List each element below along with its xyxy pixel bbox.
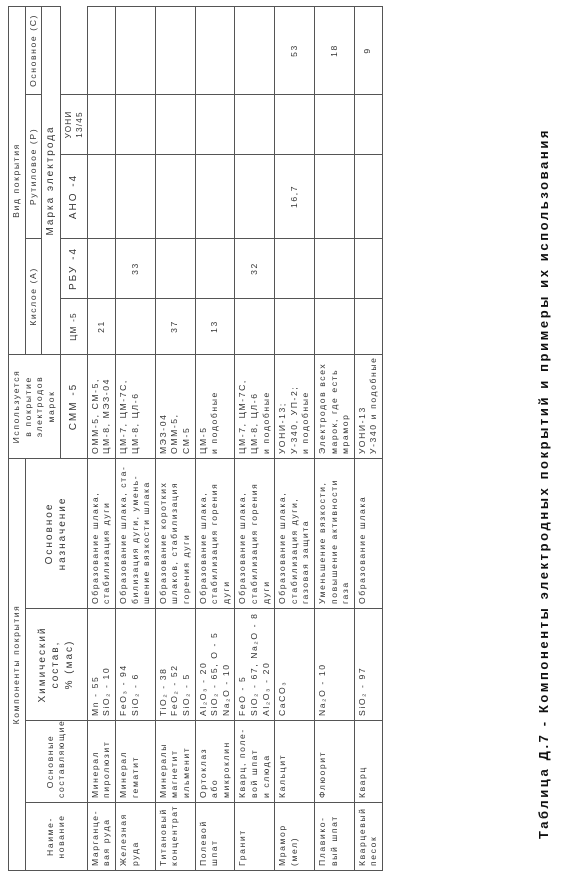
chem-line: FeO₃ - 94 bbox=[118, 664, 128, 716]
used-line: ЦМ-5 bbox=[197, 426, 208, 454]
cell-value bbox=[275, 238, 315, 298]
basic-line: Минерал bbox=[118, 750, 128, 798]
purpose-line: газовая защита bbox=[300, 519, 311, 604]
cell-basic bbox=[354, 721, 382, 803]
cell-value bbox=[314, 154, 354, 238]
table-caption: Таблица Д.7 - Компоненты электродных покрытий и примеры их использования bbox=[536, 127, 551, 839]
cell-chem bbox=[354, 609, 382, 721]
cell-chem bbox=[275, 609, 315, 721]
name-line: руда bbox=[129, 841, 140, 866]
table-row bbox=[155, 6, 195, 870]
cell-value bbox=[314, 298, 354, 354]
cell-value bbox=[195, 94, 235, 154]
chem-line: SiO₂ - 5 bbox=[180, 673, 191, 716]
cell-chem bbox=[195, 609, 235, 721]
purpose-line: Уменьшение вязкости, bbox=[316, 481, 327, 604]
used-line: марок, где есть bbox=[328, 368, 339, 454]
purpose-line: дуги bbox=[260, 580, 271, 604]
basic-line: Кварц, поле- bbox=[237, 728, 248, 798]
cell-basic bbox=[155, 721, 195, 803]
table-row bbox=[275, 6, 315, 870]
basic-line: Минералы bbox=[157, 742, 168, 798]
basic-line: и слюда bbox=[260, 754, 271, 798]
chem-line: SiO₂ - 10 bbox=[101, 666, 112, 716]
cell-used bbox=[87, 354, 115, 458]
used-line: мрамор bbox=[340, 413, 351, 454]
chem-line: SiO₂ - 65, O - 5 bbox=[209, 631, 220, 716]
header-rutile: Рутиловое (Р) bbox=[25, 94, 42, 238]
cell-value bbox=[235, 298, 275, 354]
cell-basic bbox=[275, 721, 315, 803]
table-row bbox=[116, 6, 156, 870]
cell-value bbox=[235, 6, 275, 94]
cell-value bbox=[116, 298, 156, 354]
name-line: Гранит bbox=[237, 829, 248, 866]
cell-value bbox=[87, 94, 115, 154]
cell-value bbox=[235, 154, 275, 238]
cell-chem bbox=[87, 609, 115, 721]
cell-purpose bbox=[354, 458, 382, 608]
name-line: вая руда bbox=[101, 818, 112, 866]
purpose-line: стабилизация горения bbox=[248, 482, 259, 604]
cell-basic bbox=[116, 721, 156, 803]
chem-line: SiO₂ - 6 bbox=[129, 673, 140, 716]
name-line: шпат bbox=[209, 839, 220, 866]
cell-value bbox=[314, 94, 354, 154]
chem-line: SiO₂ - 97 bbox=[356, 666, 367, 716]
cell-value bbox=[275, 94, 315, 154]
cell-value: 21 bbox=[87, 298, 115, 354]
cell-name bbox=[275, 803, 315, 871]
cell-purpose bbox=[314, 458, 354, 608]
purpose-line: стабилизация дуги, bbox=[288, 497, 299, 604]
used-line: ОММ-5, СМ-5, bbox=[89, 378, 100, 454]
basic-line: Флюорит bbox=[316, 750, 327, 798]
cell-name bbox=[354, 803, 382, 871]
components-table bbox=[8, 6, 383, 871]
basic-line: Кальцит bbox=[277, 753, 288, 798]
cell-name bbox=[235, 803, 275, 871]
used-line: ЦМ-7, ЦМ-7С, bbox=[118, 379, 128, 454]
used-line: СМ-5 bbox=[180, 426, 191, 454]
cell-value bbox=[354, 94, 382, 154]
cell-purpose bbox=[235, 458, 275, 608]
cell-value bbox=[116, 6, 156, 94]
name-line: (мел) bbox=[288, 836, 299, 866]
cell-purpose bbox=[116, 458, 156, 608]
name-line: вый шпат bbox=[328, 815, 339, 866]
cell-value: 37 bbox=[155, 298, 195, 354]
cell-chem bbox=[116, 609, 156, 721]
purpose-line: Образование шлака, ста- bbox=[118, 465, 128, 604]
purpose-line: шение вязкости шлака bbox=[141, 481, 152, 604]
cell-purpose bbox=[87, 458, 115, 608]
chem-line: Mn - 55 bbox=[89, 675, 100, 716]
cell-value bbox=[354, 298, 382, 354]
table-row bbox=[235, 6, 275, 870]
chem-line: CaCO₃ bbox=[277, 680, 288, 716]
grade-tsm5: ЦМ -5 bbox=[60, 298, 87, 354]
cell-purpose bbox=[155, 458, 195, 608]
purpose-line: билизация дуги, умень- bbox=[129, 474, 140, 604]
cell-used bbox=[275, 354, 315, 458]
purpose-line: повышение активности bbox=[328, 478, 339, 604]
basic-line: гематит bbox=[129, 755, 140, 798]
name-line: Марганце- bbox=[89, 809, 100, 866]
purpose-line: стабилизация дуги bbox=[101, 501, 112, 604]
cell-basic bbox=[195, 721, 235, 803]
cell-value bbox=[235, 94, 275, 154]
purpose-line: Образование шлака bbox=[356, 495, 367, 604]
cell-value bbox=[87, 154, 115, 238]
cell-value bbox=[87, 6, 115, 94]
name-line: Мрамор bbox=[277, 824, 288, 866]
grade-rbu4: РБУ -4 bbox=[60, 238, 87, 298]
basic-line: Минерал bbox=[89, 750, 100, 798]
used-line: и подобные bbox=[260, 391, 271, 454]
purpose-line: Образование шлака, bbox=[89, 491, 100, 604]
cell-purpose bbox=[275, 458, 315, 608]
chem-line: TiO₂ - 38 bbox=[157, 667, 168, 716]
basic-line: вой шпат bbox=[248, 748, 259, 798]
cell-name bbox=[195, 803, 235, 871]
header-used-in: Используется в покрытие электродов марок bbox=[9, 354, 61, 458]
header-acid: Кислое (А) bbox=[25, 238, 42, 354]
basic-line: Ортоклаз bbox=[197, 747, 208, 798]
basic-line: ильменит bbox=[180, 746, 191, 798]
cell-used bbox=[155, 354, 195, 458]
cell-value bbox=[116, 154, 156, 238]
purpose-line: Образование шлака, bbox=[237, 491, 248, 604]
cell-value: 53 bbox=[275, 6, 315, 94]
purpose-line: дуги bbox=[220, 580, 231, 604]
purpose-line: Образование шлака, bbox=[197, 491, 208, 604]
cell-value bbox=[354, 238, 382, 298]
cell-value bbox=[195, 6, 235, 94]
chem-line: Na₂O - 10 bbox=[316, 663, 327, 716]
purpose-line: Образование коротких bbox=[157, 481, 168, 604]
table-row bbox=[195, 6, 235, 870]
cell-value bbox=[155, 94, 195, 154]
cell-purpose bbox=[195, 458, 235, 608]
cell-value: 18 bbox=[314, 6, 354, 94]
cell-value: 32 bbox=[235, 238, 275, 298]
chem-line: Al₂O₃ - 20 bbox=[260, 661, 271, 716]
cell-used bbox=[314, 354, 354, 458]
name-line: песок bbox=[368, 835, 379, 866]
chem-line: FeO - 5 bbox=[237, 675, 248, 716]
header-basic-coating: Основное (С) bbox=[25, 6, 42, 94]
cell-chem bbox=[235, 609, 275, 721]
cell-chem bbox=[314, 609, 354, 721]
name-line: Полевой bbox=[197, 820, 208, 866]
header-electrode-grade: Марка электрода bbox=[42, 6, 61, 354]
cell-name bbox=[314, 803, 354, 871]
cell-used bbox=[235, 354, 275, 458]
cell-name bbox=[87, 803, 115, 871]
chem-line: SiO₂ - 67, Na₂O - 8 bbox=[248, 612, 259, 716]
basic-line: магнетит bbox=[169, 749, 180, 798]
chem-line: FeO₂ - 52 bbox=[169, 664, 180, 716]
purpose-line: Образование шлака, bbox=[277, 491, 288, 604]
basic-line: пиролюзит bbox=[101, 740, 112, 798]
purpose-line: горения дуги bbox=[180, 533, 191, 604]
header-basic-components: Основные составляющие bbox=[25, 721, 87, 803]
cell-value bbox=[155, 238, 195, 298]
used-line: У-340 и подобные bbox=[368, 356, 379, 454]
cell-value: 13 bbox=[195, 298, 235, 354]
chem-line: Al₂O₃ - 20 bbox=[197, 661, 208, 716]
cell-value: 33 bbox=[116, 238, 156, 298]
cell-used bbox=[354, 354, 382, 458]
cell-value bbox=[87, 238, 115, 298]
basic-line: Кварц bbox=[356, 766, 367, 798]
name-line: Титановый bbox=[157, 808, 168, 866]
grade-uoni: УОНИ 13/45 bbox=[60, 94, 87, 154]
cell-value: 9 bbox=[354, 6, 382, 94]
header-purpose: Основное назначение bbox=[25, 458, 87, 608]
cell-used bbox=[116, 354, 156, 458]
cell-basic bbox=[314, 721, 354, 803]
used-line: ЦМ-7, ЦМ-7С, bbox=[237, 379, 248, 454]
cell-value bbox=[354, 154, 382, 238]
cell-value bbox=[116, 94, 156, 154]
purpose-line: шлаков, стабилизация bbox=[169, 481, 180, 604]
header-chemical-composition: Химический состав, % (мас) bbox=[25, 609, 87, 721]
table-row bbox=[87, 6, 115, 870]
table-body bbox=[87, 6, 382, 870]
used-line: УОНИ-13 bbox=[356, 406, 367, 454]
cell-basic bbox=[235, 721, 275, 803]
table-row bbox=[314, 6, 354, 870]
grade-smm5: СММ -5 bbox=[60, 354, 87, 458]
cell-value: 16,7 bbox=[275, 154, 315, 238]
table-row bbox=[354, 6, 382, 870]
purpose-line: газа bbox=[340, 581, 351, 604]
used-line: МЭЗ-04 bbox=[157, 413, 168, 454]
name-line: Кварцевый bbox=[356, 807, 367, 866]
used-line: и подобные bbox=[209, 391, 220, 454]
cell-chem bbox=[155, 609, 195, 721]
cell-used bbox=[195, 354, 235, 458]
grade-ano4: АНО -4 bbox=[60, 154, 87, 238]
cell-value bbox=[314, 238, 354, 298]
used-line: ЦМ-8, ЦЛ-6 bbox=[129, 392, 140, 454]
used-line: ЦМ-8, ЦЛ-6 bbox=[248, 392, 259, 454]
cell-value bbox=[195, 238, 235, 298]
used-line: У-340, УП-2; bbox=[288, 385, 299, 454]
header-coating-type: Вид покрытия bbox=[9, 6, 26, 354]
cell-name bbox=[155, 803, 195, 871]
cell-value bbox=[275, 298, 315, 354]
name-line: Плавико- bbox=[316, 816, 327, 866]
cell-value bbox=[155, 154, 195, 238]
basic-line: або bbox=[209, 778, 220, 798]
used-line: ОММ-5, bbox=[169, 413, 180, 454]
cell-value bbox=[155, 6, 195, 94]
cell-basic bbox=[87, 721, 115, 803]
used-line: ЦМ-8, МЭЗ-04 bbox=[101, 377, 112, 454]
used-line: и подобные bbox=[300, 391, 311, 454]
purpose-line: стабилизация горения bbox=[209, 482, 220, 604]
header-name: Наиме- нование bbox=[25, 803, 87, 871]
used-line: УОНИ-13; bbox=[277, 402, 288, 454]
name-line: Железная bbox=[118, 813, 128, 866]
cell-value bbox=[195, 154, 235, 238]
used-line: Электродов всех bbox=[316, 362, 327, 454]
chem-line: Na₂O - 10 bbox=[220, 663, 231, 716]
header-components: Компоненты покрытия bbox=[9, 458, 26, 870]
cell-name bbox=[116, 803, 156, 871]
name-line: концентрат bbox=[169, 805, 180, 866]
basic-line: микроклин bbox=[220, 741, 231, 798]
